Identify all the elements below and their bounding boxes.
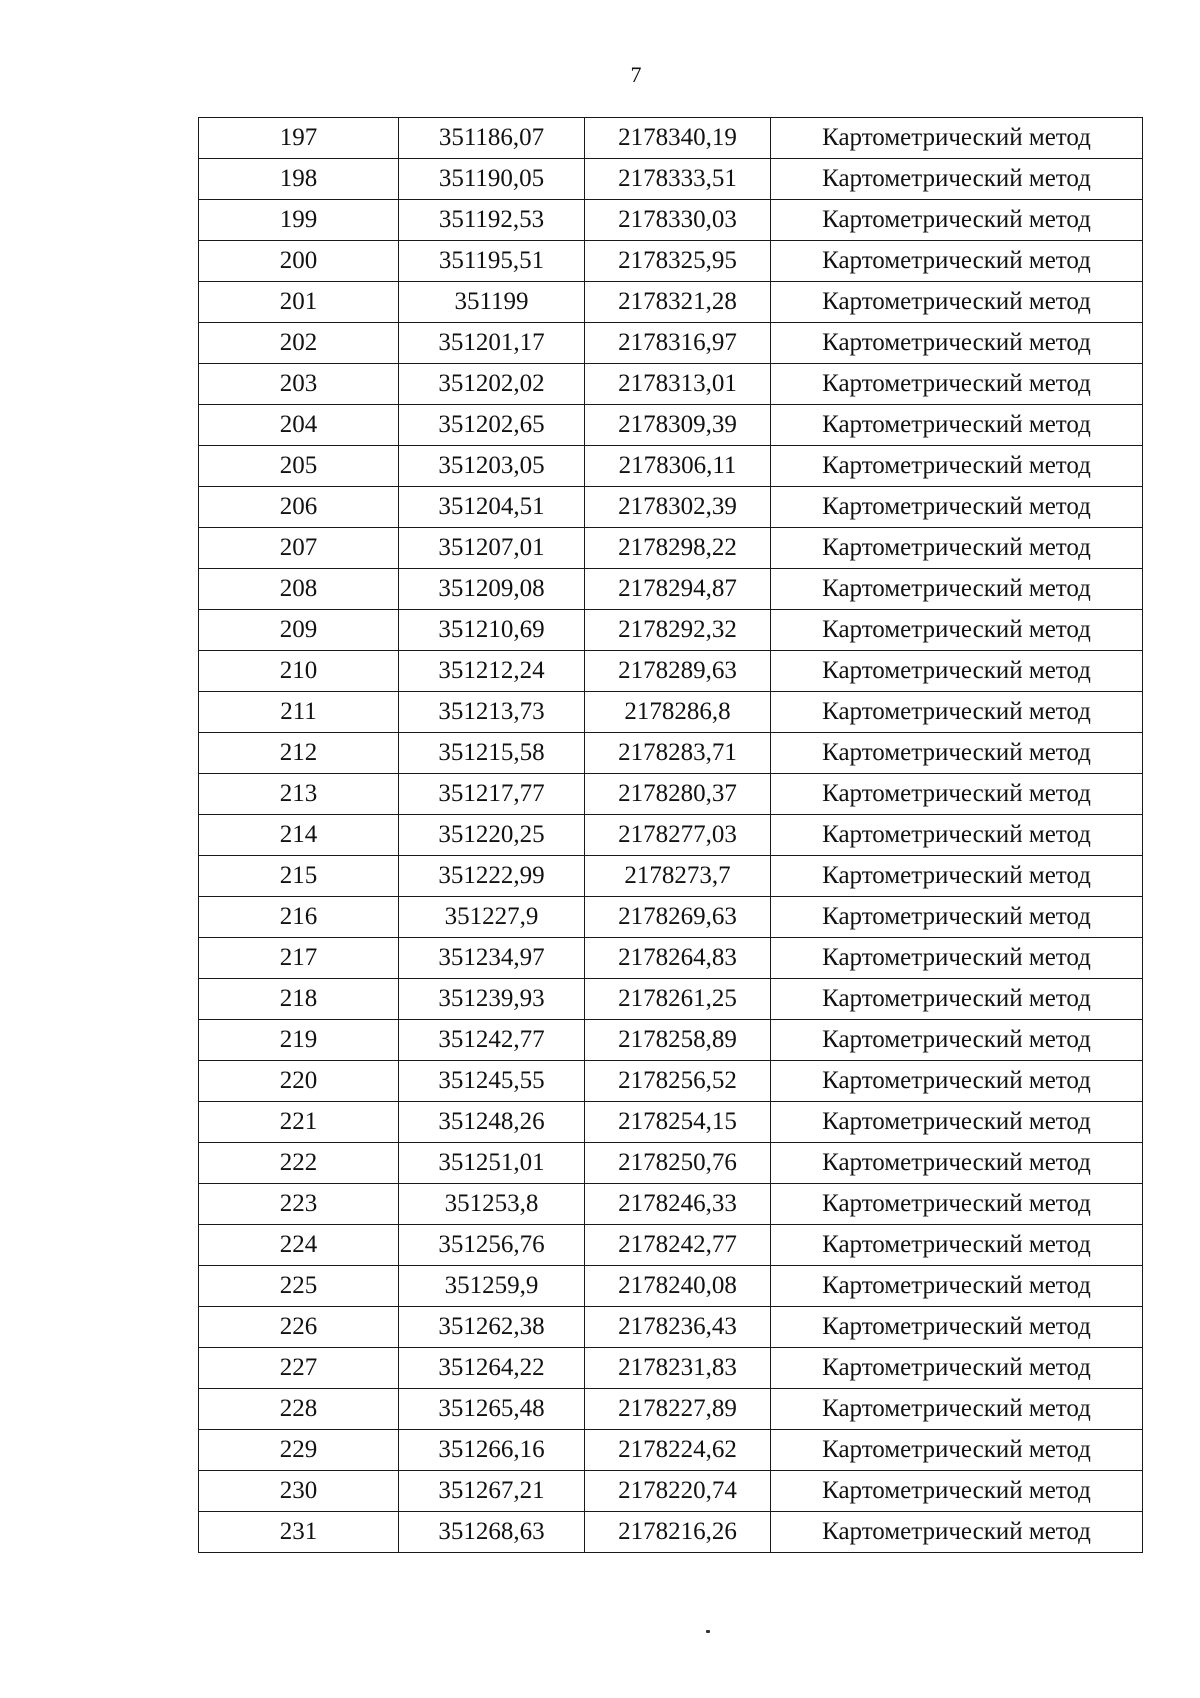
y-coordinate-cell: 2178216,26 (585, 1512, 771, 1553)
point-number-cell: 204 (199, 405, 399, 446)
x-coordinate-cell: 351207,01 (399, 528, 585, 569)
method-cell: Картометрический метод (771, 815, 1143, 856)
table-row (199, 1102, 1143, 1143)
table-row (199, 651, 1143, 692)
table-row (199, 487, 1143, 528)
table-row (199, 405, 1143, 446)
x-coordinate-cell: 351213,73 (399, 692, 585, 733)
method-cell: Картометрический метод (771, 1348, 1143, 1389)
point-number-cell: 220 (199, 1061, 399, 1102)
y-coordinate-cell: 2178277,03 (585, 815, 771, 856)
point-number-cell: 216 (199, 897, 399, 938)
method-cell: Картометрический метод (771, 897, 1143, 938)
point-number-cell: 202 (199, 323, 399, 364)
point-number-cell: 205 (199, 446, 399, 487)
table-row (199, 364, 1143, 405)
x-coordinate-cell: 351256,76 (399, 1225, 585, 1266)
method-cell: Картометрический метод (771, 1143, 1143, 1184)
point-number-cell: 203 (199, 364, 399, 405)
page-number: 7 (630, 62, 642, 87)
point-number-cell: 226 (199, 1307, 399, 1348)
table-row (199, 200, 1143, 241)
point-number-cell: 200 (199, 241, 399, 282)
point-number-cell: 207 (199, 528, 399, 569)
y-coordinate-cell: 2178240,08 (585, 1266, 771, 1307)
method-cell: Картометрический метод (771, 528, 1143, 569)
method-cell: Картометрический метод (771, 774, 1143, 815)
table-row (199, 1389, 1143, 1430)
y-coordinate-cell: 2178321,28 (585, 282, 771, 323)
table-row (199, 1143, 1143, 1184)
method-cell: Картометрический метод (771, 1471, 1143, 1512)
method-cell: Картометрический метод (771, 446, 1143, 487)
method-cell: Картометрический метод (771, 610, 1143, 651)
point-number-cell: 219 (199, 1020, 399, 1061)
method-cell: Картометрический метод (771, 1389, 1143, 1430)
x-coordinate-cell: 351217,77 (399, 774, 585, 815)
method-cell: Картометрический метод (771, 1020, 1143, 1061)
method-cell: Картометрический метод (771, 1430, 1143, 1471)
x-coordinate-cell: 351204,51 (399, 487, 585, 528)
method-cell: Картометрический метод (771, 118, 1143, 159)
table-row (199, 446, 1143, 487)
table-row (199, 528, 1143, 569)
y-coordinate-cell: 2178306,11 (585, 446, 771, 487)
table-row (199, 241, 1143, 282)
point-number-cell: 208 (199, 569, 399, 610)
footer-dot-mark (706, 1630, 710, 1633)
x-coordinate-cell: 351190,05 (399, 159, 585, 200)
x-coordinate-cell: 351215,58 (399, 733, 585, 774)
method-cell: Картометрический метод (771, 1307, 1143, 1348)
y-coordinate-cell: 2178289,63 (585, 651, 771, 692)
method-cell: Картометрический метод (771, 364, 1143, 405)
method-cell: Картометрический метод (771, 733, 1143, 774)
point-number-cell: 218 (199, 979, 399, 1020)
table-row (199, 1184, 1143, 1225)
table-row (199, 610, 1143, 651)
table-row (199, 1348, 1143, 1389)
y-coordinate-cell: 2178333,51 (585, 159, 771, 200)
x-coordinate-cell: 351251,01 (399, 1143, 585, 1184)
point-number-cell: 212 (199, 733, 399, 774)
point-number-cell: 197 (199, 118, 399, 159)
method-cell: Картометрический метод (771, 159, 1143, 200)
x-coordinate-cell: 351210,69 (399, 610, 585, 651)
table-row (199, 938, 1143, 979)
method-cell: Картометрический метод (771, 692, 1143, 733)
point-number-cell: 201 (199, 282, 399, 323)
x-coordinate-cell: 351266,16 (399, 1430, 585, 1471)
method-cell: Картометрический метод (771, 200, 1143, 241)
x-coordinate-cell: 351268,63 (399, 1512, 585, 1553)
method-cell: Картометрический метод (771, 1266, 1143, 1307)
y-coordinate-cell: 2178313,01 (585, 364, 771, 405)
point-number-cell: 210 (199, 651, 399, 692)
table-row (199, 569, 1143, 610)
method-cell: Картометрический метод (771, 241, 1143, 282)
y-coordinate-cell: 2178264,83 (585, 938, 771, 979)
x-coordinate-cell: 351195,51 (399, 241, 585, 282)
y-coordinate-cell: 2178316,97 (585, 323, 771, 364)
x-coordinate-cell: 351248,26 (399, 1102, 585, 1143)
y-coordinate-cell: 2178220,74 (585, 1471, 771, 1512)
table-row (199, 1430, 1143, 1471)
y-coordinate-cell: 2178309,39 (585, 405, 771, 446)
x-coordinate-cell: 351201,17 (399, 323, 585, 364)
table-row (199, 1061, 1143, 1102)
method-cell: Картометрический метод (771, 1061, 1143, 1102)
point-number-cell: 228 (199, 1389, 399, 1430)
method-cell: Картометрический метод (771, 856, 1143, 897)
method-cell: Картометрический метод (771, 282, 1143, 323)
point-number-cell: 222 (199, 1143, 399, 1184)
x-coordinate-cell: 351186,07 (399, 118, 585, 159)
x-coordinate-cell: 351259,9 (399, 1266, 585, 1307)
y-coordinate-cell: 2178280,37 (585, 774, 771, 815)
point-number-cell: 225 (199, 1266, 399, 1307)
method-cell: Картометрический метод (771, 487, 1143, 528)
y-coordinate-cell: 2178236,43 (585, 1307, 771, 1348)
x-coordinate-cell: 351264,22 (399, 1348, 585, 1389)
table-row (199, 774, 1143, 815)
table-row (199, 118, 1143, 159)
point-number-cell: 217 (199, 938, 399, 979)
y-coordinate-cell: 2178227,89 (585, 1389, 771, 1430)
y-coordinate-cell: 2178256,52 (585, 1061, 771, 1102)
table-row (199, 1020, 1143, 1061)
x-coordinate-cell: 351265,48 (399, 1389, 585, 1430)
point-number-cell: 213 (199, 774, 399, 815)
point-number-cell: 223 (199, 1184, 399, 1225)
y-coordinate-cell: 2178325,95 (585, 241, 771, 282)
coordinates-table-body (199, 118, 1143, 1553)
table-row (199, 979, 1143, 1020)
table-row (199, 1512, 1143, 1553)
point-number-cell: 199 (199, 200, 399, 241)
y-coordinate-cell: 2178231,83 (585, 1348, 771, 1389)
table-row (199, 1471, 1143, 1512)
y-coordinate-cell: 2178261,25 (585, 979, 771, 1020)
x-coordinate-cell: 351199 (399, 282, 585, 323)
y-coordinate-cell: 2178258,89 (585, 1020, 771, 1061)
x-coordinate-cell: 351192,53 (399, 200, 585, 241)
point-number-cell: 209 (199, 610, 399, 651)
method-cell: Картометрический метод (771, 405, 1143, 446)
x-coordinate-cell: 351202,02 (399, 364, 585, 405)
point-number-cell: 198 (199, 159, 399, 200)
table-row (199, 159, 1143, 200)
table-row (199, 897, 1143, 938)
y-coordinate-cell: 2178246,33 (585, 1184, 771, 1225)
x-coordinate-cell: 351212,24 (399, 651, 585, 692)
y-coordinate-cell: 2178340,19 (585, 118, 771, 159)
point-number-cell: 214 (199, 815, 399, 856)
point-number-cell: 227 (199, 1348, 399, 1389)
y-coordinate-cell: 2178224,62 (585, 1430, 771, 1471)
x-coordinate-cell: 351245,55 (399, 1061, 585, 1102)
point-number-cell: 224 (199, 1225, 399, 1266)
x-coordinate-cell: 351242,77 (399, 1020, 585, 1061)
table-row (199, 282, 1143, 323)
point-number-cell: 211 (199, 692, 399, 733)
x-coordinate-cell: 351253,8 (399, 1184, 585, 1225)
method-cell: Картометрический метод (771, 1184, 1143, 1225)
y-coordinate-cell: 2178250,76 (585, 1143, 771, 1184)
method-cell: Картометрический метод (771, 323, 1143, 364)
point-number-cell: 206 (199, 487, 399, 528)
method-cell: Картометрический метод (771, 938, 1143, 979)
y-coordinate-cell: 2178269,63 (585, 897, 771, 938)
y-coordinate-cell: 2178330,03 (585, 200, 771, 241)
table-row (199, 1307, 1143, 1348)
y-coordinate-cell: 2178254,15 (585, 1102, 771, 1143)
table-row (199, 856, 1143, 897)
table-row (199, 1225, 1143, 1266)
x-coordinate-cell: 351239,93 (399, 979, 585, 1020)
table-row (199, 692, 1143, 733)
method-cell: Картометрический метод (771, 1225, 1143, 1266)
method-cell: Картометрический метод (771, 651, 1143, 692)
x-coordinate-cell: 351209,08 (399, 569, 585, 610)
x-coordinate-cell: 351203,05 (399, 446, 585, 487)
x-coordinate-cell: 351220,25 (399, 815, 585, 856)
y-coordinate-cell: 2178242,77 (585, 1225, 771, 1266)
coordinates-table (198, 117, 1143, 1553)
x-coordinate-cell: 351202,65 (399, 405, 585, 446)
y-coordinate-cell: 2178294,87 (585, 569, 771, 610)
x-coordinate-cell: 351262,38 (399, 1307, 585, 1348)
y-coordinate-cell: 2178298,22 (585, 528, 771, 569)
table-row (199, 815, 1143, 856)
table-row (199, 1266, 1143, 1307)
x-coordinate-cell: 351222,99 (399, 856, 585, 897)
y-coordinate-cell: 2178283,71 (585, 733, 771, 774)
y-coordinate-cell: 2178286,8 (585, 692, 771, 733)
point-number-cell: 221 (199, 1102, 399, 1143)
y-coordinate-cell: 2178292,32 (585, 610, 771, 651)
method-cell: Картометрический метод (771, 1102, 1143, 1143)
method-cell: Картометрический метод (771, 979, 1143, 1020)
point-number-cell: 231 (199, 1512, 399, 1553)
point-number-cell: 215 (199, 856, 399, 897)
y-coordinate-cell: 2178273,7 (585, 856, 771, 897)
x-coordinate-cell: 351234,97 (399, 938, 585, 979)
method-cell: Картометрический метод (771, 1512, 1143, 1553)
x-coordinate-cell: 351227,9 (399, 897, 585, 938)
table-row (199, 323, 1143, 364)
point-number-cell: 230 (199, 1471, 399, 1512)
y-coordinate-cell: 2178302,39 (585, 487, 771, 528)
point-number-cell: 229 (199, 1430, 399, 1471)
method-cell: Картометрический метод (771, 569, 1143, 610)
x-coordinate-cell: 351267,21 (399, 1471, 585, 1512)
table-row (199, 733, 1143, 774)
